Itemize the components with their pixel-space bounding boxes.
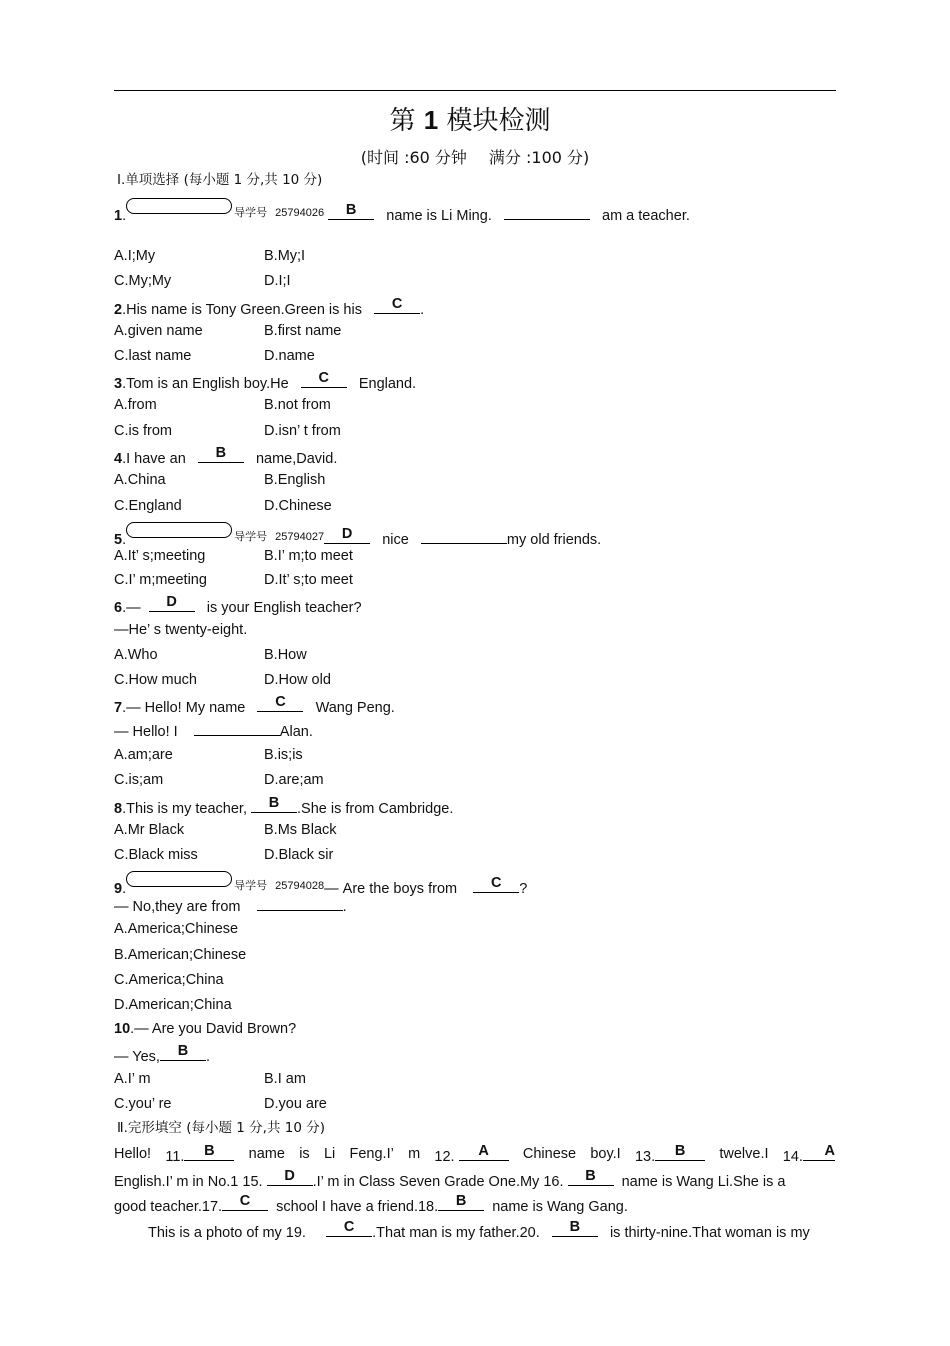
- guide-pill: [126, 198, 232, 214]
- q7-options-cd: C.is;am D.are;am: [114, 772, 324, 788]
- empty-blank: [421, 528, 507, 544]
- answer-blank-14: A: [803, 1145, 835, 1161]
- answer-blank-16: B: [568, 1170, 614, 1186]
- answer-blank: D: [324, 528, 370, 544]
- empty-blank: [504, 204, 590, 220]
- guide-pill: [126, 522, 232, 538]
- answer-blank-12: A: [459, 1145, 509, 1161]
- empty-blank: [257, 895, 343, 911]
- q5-options-ab: A.It’ s;meeting B.I’ m;to meet: [114, 548, 353, 564]
- section-1-heading: Ⅰ.单项选择 (每小题 1 分,共 10 分): [117, 172, 323, 188]
- q6-options-cd: C.How much D.How old: [114, 672, 331, 688]
- question-10: 10.— Are you David Brown?: [114, 1021, 297, 1037]
- q2-options-cd: C.last name D.name: [114, 348, 315, 364]
- answer-blank-11: B: [184, 1145, 234, 1161]
- q9-reply: — No,they are from .: [114, 895, 347, 916]
- q4-options-ab: A.China B.English: [114, 472, 326, 488]
- question-7: 7.— Hello! My name C Wang Peng.: [114, 694, 395, 716]
- question-1: 1. $^{导学号}$ $^{25794026}$ B name is Li Ming. am a teacher.: [114, 198, 690, 225]
- q7-reply: — Hello! I Alan.: [114, 720, 313, 741]
- q6-options-ab: A.Who B.How: [114, 647, 307, 663]
- time-score: (时间 :60 分钟 满分 :100 分): [360, 148, 590, 167]
- q6-reply: —He’ s twenty-eight.: [114, 622, 248, 638]
- cloze-line-3: good teacher.17. C school I have a friend.18. B name is Wang Gang.: [114, 1193, 628, 1215]
- answer-blank-19: C: [326, 1221, 372, 1237]
- cloze-line-1: Hello! 11. B name is Li Feng.I’ m 12. A Chinese boy.I 13. B twelve.I 14. A: [114, 1143, 835, 1165]
- answer-blank-17: C: [222, 1195, 268, 1211]
- q2-options-ab: A.given name B.first name: [114, 323, 342, 339]
- answer-blank-15: D: [267, 1170, 313, 1186]
- q1-options-ab: A.I;My B.My;I: [114, 248, 306, 264]
- question-4: 4.I have an B name,David.: [114, 445, 338, 467]
- answer-blank: C: [374, 298, 420, 314]
- question-8: 8.This is my teacher, B .She is from Cambridge.: [114, 795, 454, 817]
- q4-options-cd: C.England D.Chinese: [114, 498, 332, 514]
- answer-blank: B: [251, 797, 297, 813]
- q10-options-ab: A.I’ m B.I am: [114, 1071, 306, 1087]
- q5-options-cd: C.I’ m;meeting D.It’ s;to meet: [114, 572, 353, 588]
- q3-options-ab: A.from B.not from: [114, 397, 331, 413]
- answer-blank: D: [149, 596, 195, 612]
- question-5: 5. $^{导学号}$ $^{25794027}$ D nice my old friends.: [114, 522, 601, 549]
- answer-blank: B: [160, 1045, 206, 1061]
- answer-blank: B: [198, 447, 244, 463]
- q10-reply: — Yes, B .: [114, 1043, 210, 1065]
- answer-blank: C: [473, 877, 519, 893]
- section-2-heading: Ⅱ.完形填空 (每小题 1 分,共 10 分): [117, 1120, 325, 1136]
- page-title: 第 1 模块检测: [389, 105, 551, 136]
- answer-blank-18: B: [438, 1195, 484, 1211]
- top-rule: [114, 90, 836, 91]
- cloze-line-4: This is a photo of my 19. C .That man is my father.20. B is thirty-nine.That woman is my: [148, 1219, 810, 1241]
- q9-option-d: D.American;China: [114, 997, 232, 1013]
- q9-option-a: A.America;Chinese: [114, 921, 239, 937]
- q10-options-cd: C.you’ re D.you are: [114, 1096, 327, 1112]
- guide-pill: [126, 871, 232, 887]
- question-3: 3.Tom is an English boy.He C England.: [114, 370, 417, 392]
- answer-blank-20: B: [552, 1221, 598, 1237]
- q3-options-cd: C.is from D.isn’ t from: [114, 423, 341, 439]
- question-6: 6.— D is your English teacher?: [114, 594, 362, 616]
- question-9: 9. $^{导学号}$ $^{25794028}$— Are the boys from C ?: [114, 871, 527, 898]
- q7-options-ab: A.am;are B.is;is: [114, 747, 303, 763]
- q9-option-b: B.American;Chinese: [114, 947, 247, 963]
- q8-options-cd: C.Black miss D.Black sir: [114, 847, 334, 863]
- q9-option-c: C.America;China: [114, 972, 224, 988]
- answer-blank-13: B: [655, 1145, 705, 1161]
- q1-options-cd: C.My;My D.I;I: [114, 273, 291, 289]
- answer-blank: C: [257, 696, 303, 712]
- question-2: 2.His name is Tony Green.Green is his C .: [114, 296, 425, 318]
- answer-blank: C: [301, 372, 347, 388]
- answer-blank: B: [328, 204, 374, 220]
- q8-options-ab: A.Mr Black B.Ms Black: [114, 822, 337, 838]
- cloze-line-2: English.I’ m in No.1 15. D .I’ m in Class Seven Grade One.My 16. B name is Wang Li.She is a: [114, 1168, 786, 1190]
- empty-blank: [194, 720, 280, 736]
